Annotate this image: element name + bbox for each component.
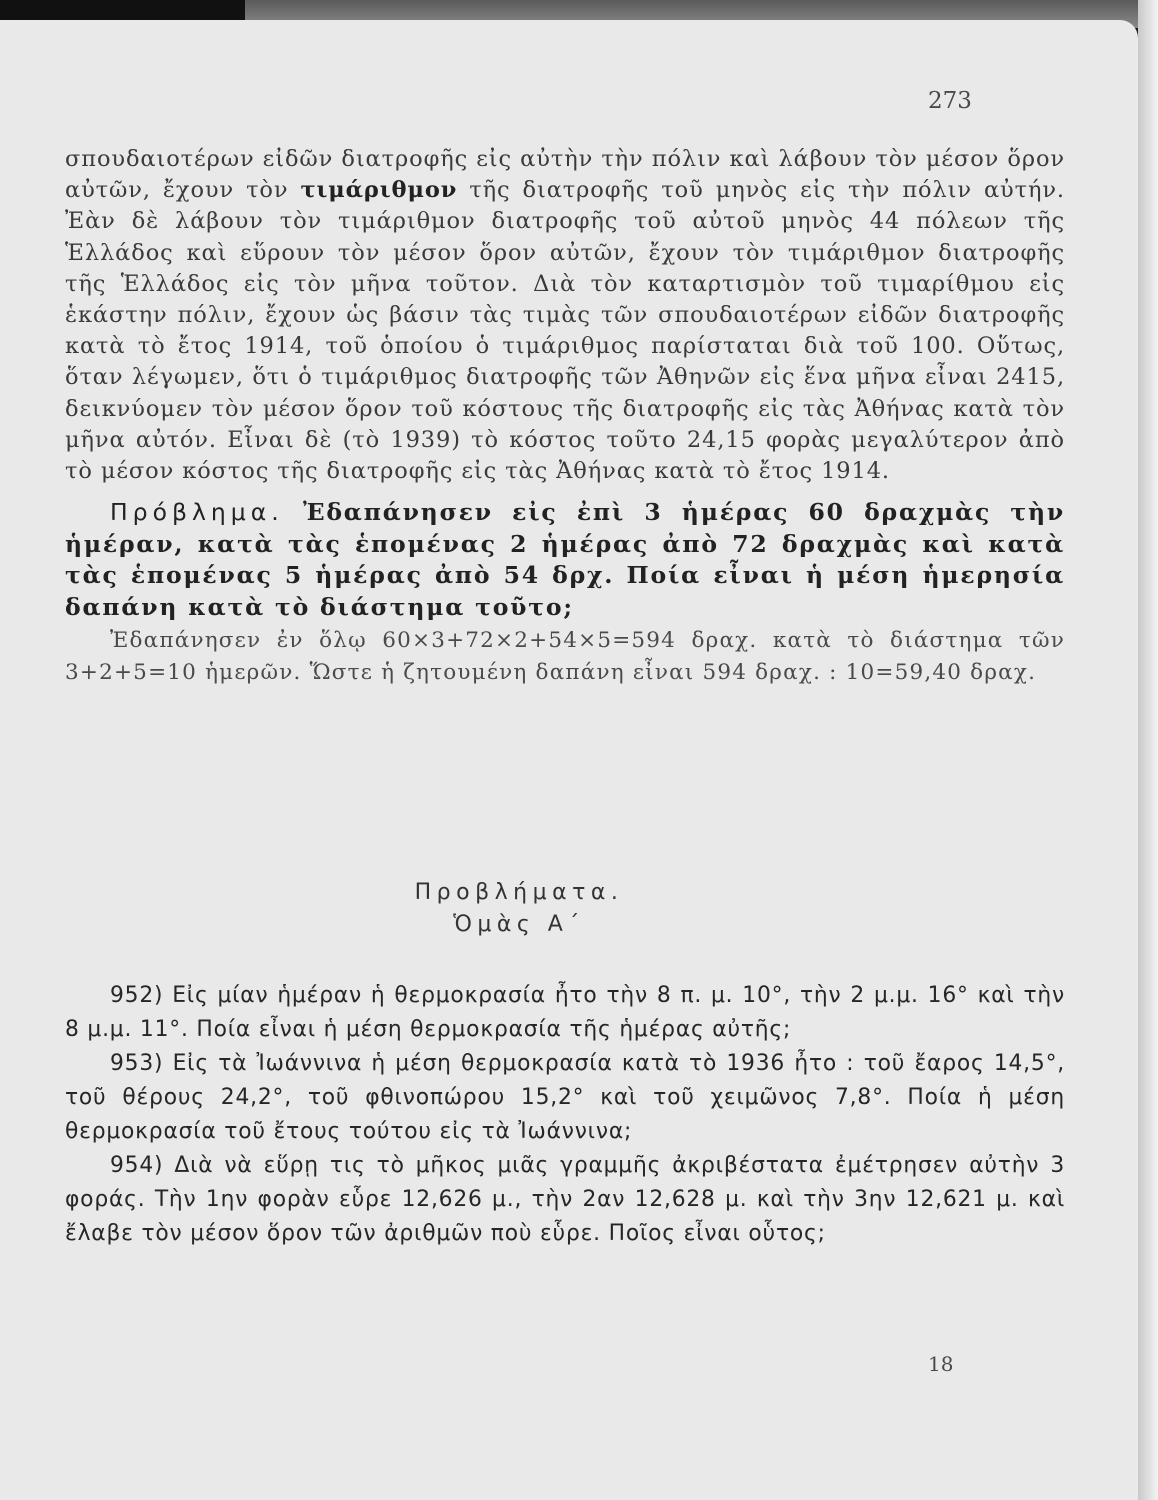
problem-solution: Ἐδαπάνησεν ἐν ὅλῳ 60×3+72×2+54×5=594 δραχ. κατὰ τὸ διάστημα τῶν 3+2+5=10 ἡμερῶν. Ὥστε ἡ ζητουμένη δαπάνη εἶναι 594 δραχ. : 10=59,40 δραχ.: [65, 628, 1065, 685]
group-heading: Ὁμὰς Α΄: [453, 912, 585, 937]
exercise-953: 953) Εἰς τὰ Ἰωάννινα ἡ μέση θερμοκρασία κατὰ τὸ 1936 ἦτο : τοῦ ἔαρος 14,5°, τοῦ θέρους 24,2°, τοῦ φθινοπώρου 15,2° καὶ τοῦ χειμῶνος 7,8°. Ποία ἡ μέση θερμοκρασία τοῦ ἔτους τούτου εἰς τὰ Ἰωάννινα;: [65, 1051, 1065, 1144]
exercise-954: 954) Διὰ νὰ εὕρῃ τις τὸ μῆκος μιᾶς γραμμῆς ἀκριβέστατα ἐμέτρησεν αὐτὴν 3 φοράς. Τὴν 1ην φορὰν εὗρε 12,626 μ., τὴν 2αν 12,628 μ. καὶ τὴν 3ην 12,621 μ. καὶ ἔλαβε τὸν μέσον ὅρον τῶν ἀριθμῶν ποὺ εὗρε. Ποῖος εἶναι οὗτος;: [65, 1153, 1065, 1246]
book-page: [0, 20, 1138, 1500]
page-number-bottom: 18: [928, 1352, 954, 1376]
problem-text: Ἐδαπάνησεν εἰς ἐπὶ 3 ἡμέρας 60 δραχμὰς τὴν ἡμέραν, κατὰ τὰς ἑπομένας 2 ἡμέρας ἀπὸ 72 δραχμὰς καὶ κατὰ τὰς ἑπομένας 5 ἡμέρας ἀπὸ 54 δρχ. Ποία εἶναι ἡ μέση ἡμερησία δαπάνη κατὰ τὸ διάστημα τοῦτο;: [65, 498, 1065, 621]
intro-section: [65, 144, 1065, 688]
exercise-952: 952) Εἰς μίαν ἡμέραν ἡ θερμοκρασία ἦτο τὴν 8 π. μ. 10°, τὴν 2 μ.μ. 16° καὶ τὴν 8 μ.μ. 11°. Ποία εἶναι ἡ μέση θερμοκρασία τῆς ἡμέρας αὐτῆς;: [65, 983, 1065, 1042]
scan-border-right: [1138, 0, 1158, 1500]
exercises-list: [65, 979, 1065, 1251]
problem-label: Πρόβλημα.: [110, 498, 284, 527]
term-timarithmos: τιμάριθμον: [300, 177, 458, 204]
page-number-top: 273: [928, 88, 972, 114]
intro-paragraph: [65, 144, 1065, 487]
section-heading-problems: Προβλήματα.: [414, 880, 624, 905]
intro-text-start: σπουδαιοτέρων εἰδῶν διατροφῆς εἰς αὐτὴν τὴν πόλιν καὶ λάβουν τὸν μέσον ὅρον αὐτῶν, ἔχουν τὸν: [65, 146, 1065, 204]
intro-text-rest: τῆς διατροφῆς τοῦ μηνὸς εἰς τὴν πόλιν αὐτήν. Ἐὰν δὲ λάβουν τὸν τιμάριθμον διατροφῆς τοῦ αὐτοῦ μηνὸς 44 πόλεων τῆς Ἑλλάδος καὶ εὕρουν τὸν μέσον ὅρον αὐτῶν, ἔχουν τὸν τιμάριθμον διατροφῆς τῆς Ἑλλάδος εἰς τὸν μῆνα τοῦτον. Διὰ τὸν καταρτισμὸν τοῦ τιμαρίθμου εἰς ἑκάστην πόλιν, ἔχουν ὡς βάσιν τὰς τιμὰς τῶν σπουδαιοτέρων εἰδῶν διατροφῆς κατὰ τὸ ἔτος 1914, τοῦ ὁποίου ὁ τιμάριθμος παρίσταται διὰ τοῦ 100. Οὕτως, ὅταν λέγωμεν, ὅτι ὁ τιμάριθμος διατροφῆς τῶν Ἀθηνῶν εἰς ἕνα μῆνα εἶναι 2415, δεικνύομεν τὸν μέσον ὅρον τοῦ κόστους τῆς διατροφῆς εἰς τὰς Ἀθήνας κατὰ τὸν μῆνα αὐτόν. Εἶναι δὲ (τὸ 1939) τὸ κόστος τοῦτο 24,15 φορὰς μεγαλύτερον ἀπὸ τὸ μέσον κόστος τῆς διατροφῆς εἰς τὰς Ἀθήνας κατὰ τὸ ἔτος 1914.: [65, 177, 1065, 485]
worked-problem: [65, 497, 1065, 623]
